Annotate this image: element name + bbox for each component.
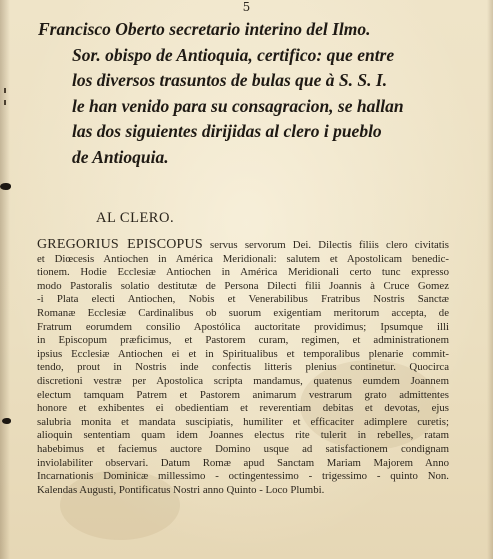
bull-line: Fratrum eorumdem consilio Apostólica auctoritate providimus; Ipsumque illi — [37, 320, 449, 333]
bull-line: Kalendas Augusti, Pontificatus Nostri anno Quinto - Loco Plumbi. — [37, 483, 325, 496]
certificate-line: le han venido para su consagracion, se hallan — [72, 95, 404, 116]
bull-line: habebimus et faciemus auctore Domino usque ad satisfactionem condignam — [37, 442, 449, 455]
page-edge-shadow — [487, 0, 493, 559]
bull-line: salubria monita et mandata suscipiatis, humiliter et efficaciter adimplere curetis; — [37, 415, 449, 428]
bull-line: alioquin sententiam quam idem Joannes electus rite tulerit in rebelles, ratam — [37, 429, 449, 442]
bull-line: modo Pastoralis solatio destitutæ de Persona Dilecti filii Joannis à Cruce Gomez — [37, 279, 449, 292]
certificate-line: Sor. obispo de Antioquia, certifico: que entre — [72, 44, 395, 65]
section-heading: AL CLERO. — [96, 210, 175, 226]
bull-line: in Episcopum præficimus, et Pastorem curam, regimen, et administrationem — [37, 334, 449, 347]
margin-tick — [4, 100, 6, 105]
bull-line: tionem. Hodie Ecclesiæ Antiochen in América Meridionali certo tunc expresso — [37, 266, 449, 279]
certificate-line: las dos siguientes dirijidas al clero i pueblo — [72, 121, 382, 141]
certificate-line: de Antioquia. — [72, 146, 169, 167]
ink-blot-mark — [2, 418, 11, 424]
bull-line — [37, 238, 449, 253]
opening-line-rest: servus servorum Dei. Dilectis filiis clero civitatis — [202, 239, 449, 251]
margin-tick — [4, 88, 6, 93]
certificate-line: los diversos trasuntos de bulas que à S. S. I. — [72, 70, 388, 90]
bull-line: discretioni vestræ per Apostolica scripta mandamus, quatenus eumdem Joannem — [37, 374, 449, 387]
bull-text — [37, 238, 449, 497]
bull-line: electum tamquam Patrem et Pastorem animarum vestrarum grato admittentes — [37, 388, 449, 401]
ink-blot-mark — [0, 183, 11, 190]
bull-line: Incarnationis Dominicæ millessimo - octingentessimo - trigessimo - quinto Non. — [37, 470, 449, 483]
page-number: 5 — [242, 0, 251, 14]
bull-line: honore et exhibentes ei obedientiam et reverentiam debitas et devotas, ejus — [37, 402, 449, 415]
opening-words: GREGORIUS EPISCOPUS — [37, 237, 203, 252]
bull-line: Romanæ Ecclesiæ Cardinalibus ob suorum exigentiam meritorum accepta, de — [37, 306, 449, 319]
bull-line: ipsius Ecclesiæ Antiochen ei et in Spiritualibus et temporalibus plenarie commit- — [37, 347, 449, 360]
bull-line: tendo, prout in Nostris inde confectis litteris plenius continetur. Quocirca — [37, 361, 449, 374]
bull-line: inviolabiliter observari. Datum Romæ apud Sanctam Mariam Majorem Anno — [37, 456, 449, 469]
certificate-line: Francisco Oberto secretario interino del Ilmo. — [38, 19, 371, 39]
page-binding-shadow — [0, 0, 10, 559]
bull-line: et Diœcesis Antiochen in América Meridionali: salutem et Apostolicam benedic- — [37, 252, 449, 265]
bull-line: -i Plata electi Antiochen, Nobis et Venerabilibus Fratribus Nostris Sanctæ — [37, 293, 449, 306]
certificate-paragraph — [38, 17, 438, 170]
